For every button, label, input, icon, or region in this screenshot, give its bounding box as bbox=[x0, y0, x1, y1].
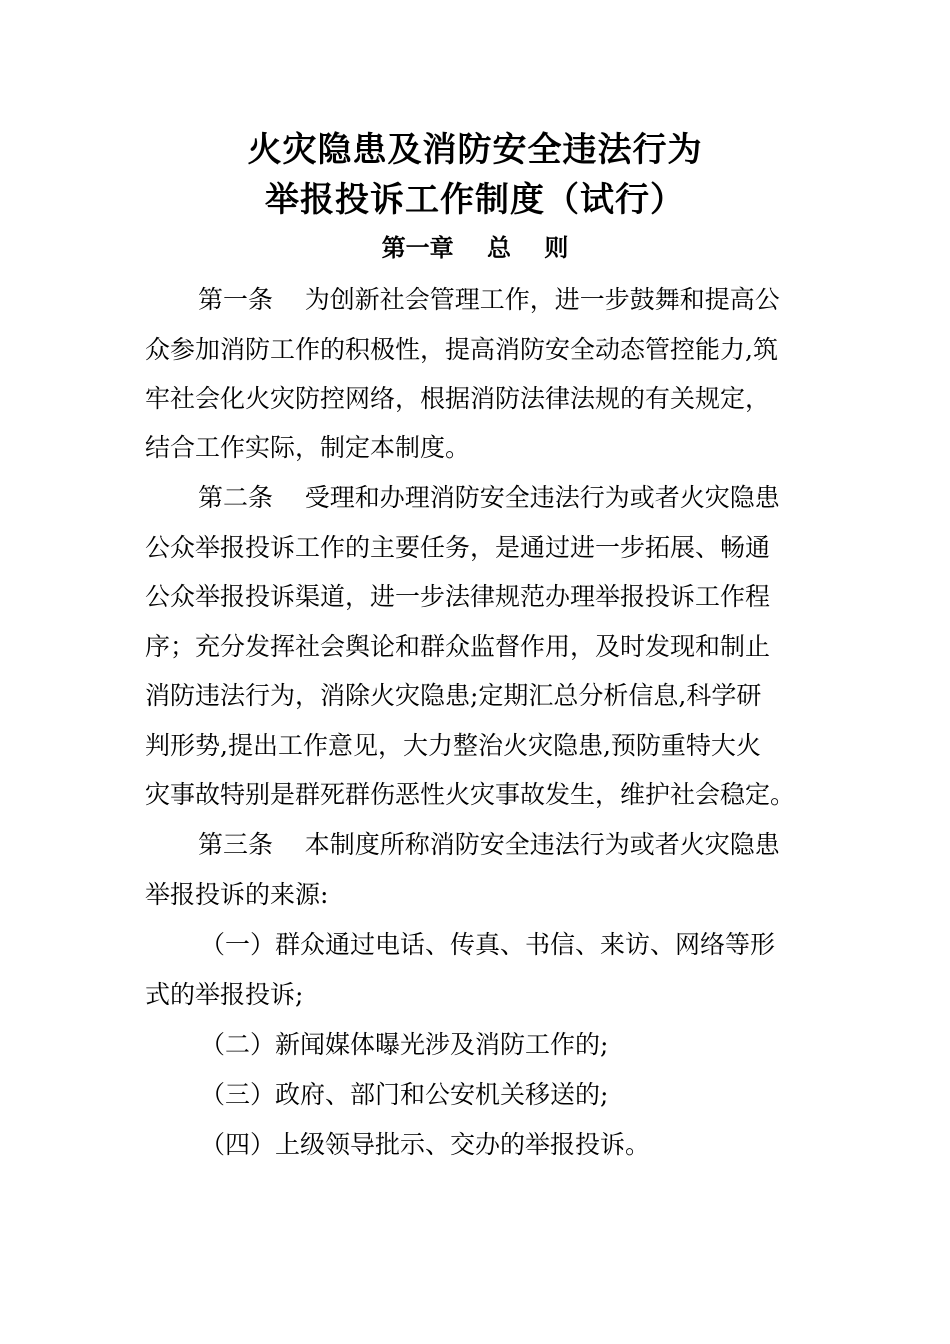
source-item-2: （二）新闻媒体曝光涉及消防工作的; bbox=[200, 1030, 609, 1059]
article-2-line-4: 序；充分发挥社会舆论和群众监督作用，及时发现和制止 bbox=[145, 632, 771, 661]
chapter-heading: 第一章 总 则 bbox=[381, 234, 569, 262]
source-item-3: （三）政府、部门和公安机关移送的; bbox=[200, 1080, 609, 1109]
article-2-line-5: 消防违法行为，消除火灾隐患;定期汇总分析信息,科学研 bbox=[145, 681, 762, 710]
source-item-1: （一）群众通过电话、传真、书信、来访、网络等形 bbox=[200, 930, 776, 959]
article-3-line-2: 举报投诉的来源: bbox=[145, 880, 329, 909]
article-2-line-6: 判形势,提出工作意见，大力整治火灾隐患,预防重特大火 bbox=[145, 731, 761, 760]
article-3-line-1: 第三条 本制度所称消防安全违法行为或者火灾隐患 bbox=[198, 830, 780, 859]
source-item-1-continuation: 式的举报投诉; bbox=[145, 980, 304, 1009]
document-title-line-1: 火灾隐患及消防安全违法行为 bbox=[247, 130, 703, 170]
article-2-line-7: 灾事故特别是群死群伤恶性火灾事故发生，维护社会稳定。 bbox=[145, 780, 796, 809]
source-item-4: （四）上级领导批示、交办的举报投诉。 bbox=[200, 1130, 651, 1159]
article-1-line-4: 结合工作实际，制定本制度。 bbox=[145, 433, 471, 462]
article-2-line-1: 第二条 受理和办理消防安全违法行为或者火灾隐患 bbox=[198, 483, 780, 512]
article-1-line-3: 牢社会化火灾防控网络，根据消防法律法规的有关规定， bbox=[145, 384, 771, 413]
article-2-line-3: 公众举报投诉渠道，进一步法律规范办理举报投诉工作程 bbox=[145, 582, 771, 611]
article-1-line-2: 众参加消防工作的积极性，提高消防安全动态管控能力,筑 bbox=[145, 335, 778, 364]
article-1-line-1: 第一条 为创新社会管理工作，进一步鼓舞和提高公 bbox=[198, 285, 780, 314]
document-title-line-2: 举报投诉工作制度（试行） bbox=[265, 180, 685, 220]
article-2-line-2: 公众举报投诉工作的主要任务，是通过进一步拓展、畅通 bbox=[145, 533, 771, 562]
